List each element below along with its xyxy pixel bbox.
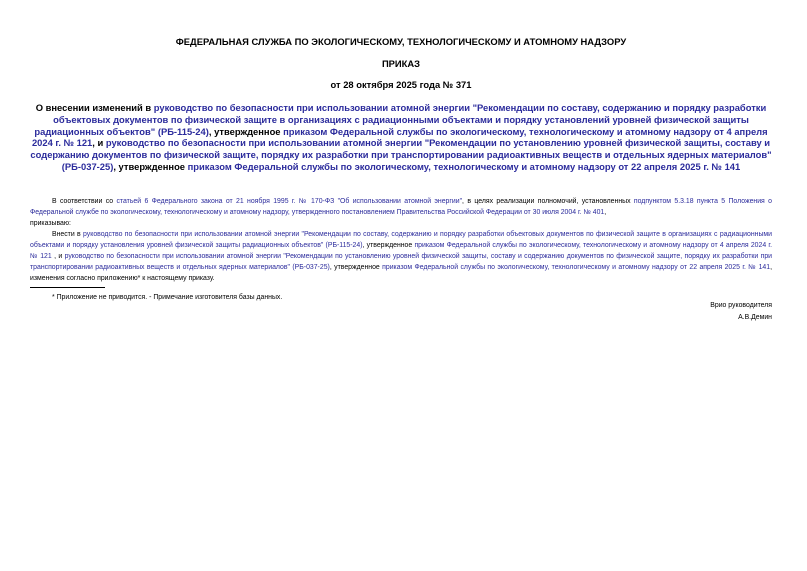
- link-order-141-body[interactable]: приказом Федеральной службы по экологическому, технологическому и атомному надзору от 22 апреля 2025 г. № 141: [382, 264, 771, 271]
- order-body: [30, 196, 772, 284]
- document-type: ПРИКАЗ: [381, 58, 421, 69]
- footnote: * Приложение не приводится. - Примечание изготовителя базы данных.: [52, 294, 283, 301]
- body-text: ,: [604, 209, 607, 216]
- title-text: О внесении изменений в: [35, 102, 154, 113]
- order-date-number: от 28 октября 2025 года № 371: [330, 79, 472, 90]
- title-text: , и: [92, 137, 106, 149]
- link-rb-115-24[interactable]: руководство по безопасности при использовании атомной энергии "Рекомендации по составу, содержанию и порядку разработки объектовых документов по физической защите в организациях с радиационными объектами и порядку установлений уровней физической защиты радиационных объектов" (РБ-115-24): [34, 102, 767, 137]
- order-title: [30, 102, 772, 173]
- link-order-141[interactable]: приказом Федеральной службы по экологическому, технологическому и атомному надзору от 22 апреля 2025 г. № 141: [187, 160, 741, 172]
- paragraph-amendment: [30, 229, 772, 284]
- body-text: , в целях реализации полномочий, установленных: [462, 198, 634, 205]
- body-text: , утвержденное: [362, 242, 415, 249]
- paragraph-order-word: приказываю:: [30, 220, 71, 227]
- body-text: Внести в: [52, 231, 84, 238]
- body-text: , изменения согласно приложению* к настоящему приказу.: [30, 264, 773, 282]
- link-regulation-5-3-18[interactable]: подпунктом 5.3.18 пункта 5 Положения о Федеральной службе по экологическому, технологическому и атомному надзору, утвержденного постановлением Правительства Российской Федерации от 30 июля 2004 г. № 401: [30, 198, 772, 216]
- link-order-121-body[interactable]: приказом Федеральной службы по экологическому, технологическому и атомному надзору от 4 апреля 2024 г. № 121: [30, 242, 772, 260]
- footnote-divider: [30, 287, 105, 288]
- title-text: , утвержденное: [208, 125, 284, 137]
- link-rb-037-25-body[interactable]: руководство по безопасности при использовании атомной энергии "Рекомендации по установлению уровней физической защиты, составу и содержанию документов по физической защите, порядку их разработки при транспортировании радиоактивных веществ и отдельных ядерных материалов" (РБ-037-25): [30, 253, 772, 271]
- body-text: , и: [51, 253, 65, 260]
- signature-block: [710, 300, 772, 324]
- title-text: , утвержденное: [113, 160, 188, 172]
- link-rb-115-24-body[interactable]: руководство по безопасности при использовании атомной энергии "Рекомендации по составу, содержанию и порядку разработки объектовых документов по физической защите в организациях с радиационными объектами и порядку установления уровней физической защиты радиационных объектов" (РБ-115-24): [30, 231, 772, 249]
- paragraph-preamble: [30, 196, 772, 218]
- link-order-121[interactable]: приказом Федеральной службы по экологическому, технологическому и атомному надзору от 4 апреля 2024 г. № 121: [31, 125, 768, 149]
- link-law-170-fz[interactable]: статьей 6 Федерального закона от 21 ноября 1995 г. № 170-ФЗ "Об использовании атомной энергии": [116, 198, 463, 205]
- body-text: В соответствии со: [52, 198, 117, 205]
- signatory-name: А.В.Демин: [738, 314, 772, 321]
- agency-name: ФЕДЕРАЛЬНАЯ СЛУЖБА ПО ЭКОЛОГИЧЕСКОМУ, ТЕХНОЛОГИЧЕСКОМУ И АТОМНОМУ НАДЗОРУ: [175, 36, 627, 47]
- body-text: , утвержденное: [329, 264, 383, 271]
- link-rb-037-25[interactable]: руководство по безопасности при использовании атомной энергии "Рекомендации по установлению уровней физической защиты, составу и содержанию документов по физической защите, порядку их разработки при транспортировании радиоактивных веществ и отдельных ядерных материалов" (РБ-037-25): [30, 137, 772, 172]
- signatory-position: Врио руководителя: [710, 302, 772, 309]
